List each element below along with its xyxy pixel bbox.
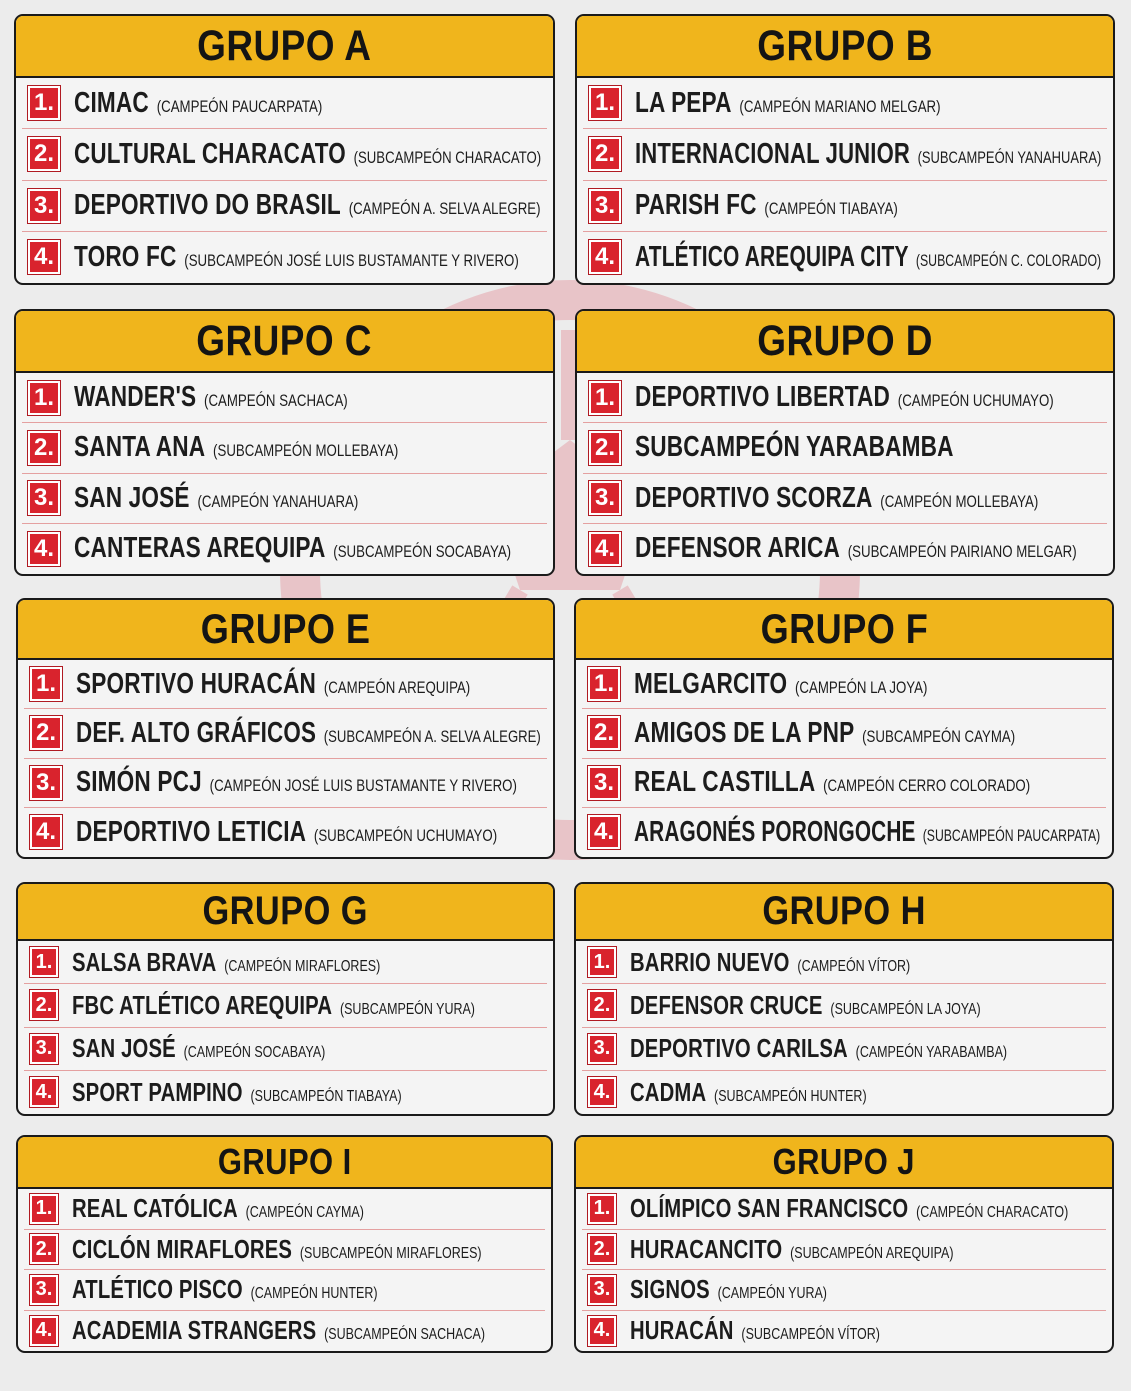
team-name: TORO FC bbox=[74, 240, 177, 273]
team-row bbox=[582, 1028, 1106, 1071]
team-name: CIMAC bbox=[74, 86, 149, 119]
team-qualification-note: (CAMPEÓN MOLLEBAYA) bbox=[880, 491, 1039, 511]
team-qualification-note: (CAMPEÓN YURA) bbox=[717, 1285, 827, 1303]
team-name: SIMÓN PCJ bbox=[76, 766, 202, 799]
team-row bbox=[24, 709, 547, 758]
team-qualification-note: (SUBCAMPEÓN A. SELVA ALEGRE) bbox=[323, 726, 541, 746]
team-row bbox=[22, 129, 547, 180]
team-row bbox=[22, 474, 547, 524]
group-title bbox=[18, 1137, 551, 1189]
team-name: DEFENSOR CRUCE bbox=[630, 989, 823, 1020]
team-row bbox=[583, 78, 1107, 129]
team-row bbox=[583, 129, 1107, 180]
team-row bbox=[583, 474, 1107, 524]
team-qualification-note: (SUBCAMPEÓN PAIRIANO MELGAR) bbox=[847, 542, 1077, 562]
team-qualification-note: (CAMPEÓN SOCABAYA) bbox=[183, 1044, 326, 1062]
team-row bbox=[24, 660, 547, 709]
group-card-h bbox=[574, 882, 1114, 1116]
team-name: CICLÓN MIRAFLORES bbox=[72, 1233, 293, 1264]
team-name: SPORTIVO HURACÁN bbox=[76, 667, 317, 700]
team-qualification-note: (CAMPEÓN MIRAFLORES) bbox=[224, 957, 381, 975]
team-row bbox=[22, 232, 547, 283]
team-row bbox=[22, 524, 547, 574]
rank-badge: 3. bbox=[589, 189, 621, 223]
team-qualification-note: (CAMPEÓN JOSÉ LUIS BUSTAMANTE Y RIVERO) bbox=[209, 776, 517, 796]
team-row bbox=[582, 1270, 1106, 1311]
team-row bbox=[583, 524, 1107, 574]
team-qualification-note: (SUBCAMPEÓN VÍTOR) bbox=[741, 1326, 880, 1344]
rank-badge: 4. bbox=[589, 240, 621, 274]
rank-badge: 4. bbox=[30, 1077, 58, 1107]
team-row bbox=[24, 1189, 545, 1230]
team-name: SANTA ANA bbox=[74, 431, 206, 464]
rank-badge: 3. bbox=[588, 1034, 616, 1064]
group-card-c bbox=[14, 309, 555, 576]
team-name: OLÍMPICO SAN FRANCISCO bbox=[630, 1193, 909, 1224]
team-row bbox=[24, 941, 547, 984]
team-qualification-note: (CAMPEÓN SACHACA) bbox=[204, 391, 348, 411]
rank-badge: 1. bbox=[30, 667, 62, 701]
group-title bbox=[576, 1137, 1112, 1189]
team-name: ARAGONÉS PORONGOCHE bbox=[634, 815, 916, 848]
team-row bbox=[582, 1311, 1106, 1352]
rank-badge: 4. bbox=[30, 1316, 58, 1346]
team-name: ATLÉTICO PISCO bbox=[72, 1274, 243, 1305]
team-name: CULTURAL CHARACATO bbox=[74, 137, 346, 170]
group-title bbox=[16, 311, 553, 373]
team-row bbox=[24, 808, 547, 857]
team-name: CANTERAS AREQUIPA bbox=[74, 532, 326, 565]
team-row bbox=[582, 808, 1106, 857]
team-row bbox=[24, 759, 547, 808]
team-qualification-note: (SUBCAMPEÓN UCHUMAYO) bbox=[313, 825, 498, 845]
team-row bbox=[24, 1311, 545, 1352]
team-row bbox=[582, 1071, 1106, 1114]
team-row bbox=[24, 1270, 545, 1311]
team-qualification-note: (SUBCAMPEÓN TIABAYA) bbox=[250, 1087, 402, 1105]
rank-badge: 4. bbox=[589, 532, 621, 566]
rank-badge: 2. bbox=[588, 1234, 616, 1264]
team-qualification-note: (CAMPEÓN YANAHUARA) bbox=[197, 491, 359, 511]
rank-badge: 1. bbox=[588, 947, 616, 977]
team-name: DEPORTIVO SCORZA bbox=[635, 481, 873, 514]
team-qualification-note: (CAMPEÓN A. SELVA ALEGRE) bbox=[348, 199, 541, 219]
group-title bbox=[577, 311, 1113, 373]
rank-badge: 1. bbox=[30, 1194, 58, 1224]
rank-badge: 1. bbox=[30, 947, 58, 977]
group-title-text: GRUPO F bbox=[760, 605, 928, 652]
group-title-text: GRUPO B bbox=[757, 22, 933, 70]
team-name: SIGNOS bbox=[630, 1274, 710, 1305]
rank-badge: 4. bbox=[588, 1077, 616, 1107]
team-qualification-note: (CAMPEÓN TIABAYA) bbox=[764, 199, 898, 219]
group-card-g bbox=[16, 882, 555, 1116]
team-qualification-note: (CAMPEÓN MARIANO MELGAR) bbox=[739, 96, 941, 116]
team-row bbox=[24, 1230, 545, 1271]
team-name: BARRIO NUEVO bbox=[630, 946, 790, 977]
team-name: INTERNACIONAL JUNIOR bbox=[635, 137, 910, 170]
group-card-d bbox=[575, 309, 1115, 576]
group-card-i bbox=[16, 1135, 553, 1353]
rank-badge: 3. bbox=[30, 766, 62, 800]
team-name: SUBCAMPEÓN YARABAMBA bbox=[635, 431, 954, 464]
rank-badge: 2. bbox=[30, 990, 58, 1020]
team-name: DEFENSOR ARICA bbox=[635, 532, 840, 565]
rank-badge: 2. bbox=[30, 1234, 58, 1264]
team-name: SALSA BRAVA bbox=[72, 946, 217, 977]
group-title-text: GRUPO C bbox=[196, 317, 373, 365]
rank-badge: 4. bbox=[588, 815, 620, 849]
team-qualification-note: (SUBCAMPEÓN JOSÉ LUIS BUSTAMANTE Y RIVERO) bbox=[184, 250, 519, 270]
rank-badge: 4. bbox=[28, 240, 60, 274]
team-row bbox=[22, 423, 547, 473]
team-row bbox=[22, 373, 547, 423]
team-row bbox=[582, 759, 1106, 808]
rank-badge: 3. bbox=[30, 1034, 58, 1064]
team-qualification-note: (SUBCAMPEÓN YANAHUARA) bbox=[917, 147, 1102, 167]
team-name: SAN JOSÉ bbox=[72, 1033, 176, 1064]
group-card-a bbox=[14, 14, 555, 285]
rank-badge: 4. bbox=[28, 532, 60, 566]
rank-badge: 1. bbox=[28, 86, 60, 120]
team-name: HURACÁN bbox=[630, 1315, 734, 1346]
rank-badge: 2. bbox=[589, 431, 621, 465]
team-qualification-note: (CAMPEÓN LA JOYA) bbox=[794, 677, 928, 697]
rank-badge: 3. bbox=[588, 1275, 616, 1305]
team-row bbox=[582, 941, 1106, 984]
rank-badge: 3. bbox=[28, 189, 60, 223]
group-card-e bbox=[16, 598, 555, 859]
group-title bbox=[18, 600, 553, 660]
team-row bbox=[582, 1230, 1106, 1271]
rank-badge: 4. bbox=[30, 815, 62, 849]
group-card-j bbox=[574, 1135, 1114, 1353]
rank-badge: 2. bbox=[28, 431, 60, 465]
rank-badge: 1. bbox=[589, 86, 621, 120]
team-qualification-note: (CAMPEÓN CERRO COLORADO) bbox=[823, 776, 1031, 796]
rank-badge: 3. bbox=[30, 1275, 58, 1305]
team-row bbox=[583, 181, 1107, 232]
group-card-b bbox=[575, 14, 1115, 285]
team-row bbox=[22, 181, 547, 232]
team-name: SPORT PAMPINO bbox=[72, 1076, 243, 1107]
team-qualification-note: (SUBCAMPEÓN CHARACATO) bbox=[353, 147, 542, 167]
rank-badge: 2. bbox=[30, 716, 62, 750]
team-name: MELGARCITO bbox=[634, 667, 788, 700]
group-title-text: GRUPO H bbox=[762, 889, 926, 933]
rank-badge: 2. bbox=[588, 716, 620, 750]
group-title bbox=[577, 16, 1113, 78]
rank-badge: 3. bbox=[588, 766, 620, 800]
team-qualification-note: (CAMPEÓN YARABAMBA) bbox=[855, 1044, 1008, 1062]
group-title-text: GRUPO I bbox=[217, 1141, 352, 1182]
rank-badge: 2. bbox=[588, 990, 616, 1020]
team-qualification-note: (SUBCAMPEÓN MIRAFLORES) bbox=[299, 1244, 482, 1262]
team-row bbox=[582, 984, 1106, 1027]
rank-badge: 3. bbox=[589, 481, 621, 515]
rank-badge: 1. bbox=[588, 667, 620, 701]
rank-badge: 2. bbox=[589, 137, 621, 171]
team-row bbox=[24, 1071, 547, 1114]
group-title-text: GRUPO G bbox=[202, 889, 369, 933]
team-name: ACADEMIA STRANGERS bbox=[72, 1315, 317, 1346]
rank-badge: 4. bbox=[588, 1316, 616, 1346]
rank-badge: 3. bbox=[28, 481, 60, 515]
team-qualification-note: (CAMPEÓN UCHUMAYO) bbox=[897, 391, 1054, 411]
team-qualification-note: (CAMPEÓN VÍTOR) bbox=[797, 957, 911, 975]
team-qualification-note: (CAMPEÓN AREQUIPA) bbox=[323, 677, 471, 697]
team-name: DEPORTIVO LETICIA bbox=[76, 815, 307, 848]
team-name: LA PEPA bbox=[635, 86, 732, 119]
team-qualification-note: (SUBCAMPEÓN SACHACA) bbox=[324, 1326, 485, 1344]
team-name: SAN JOSÉ bbox=[74, 481, 190, 514]
team-name: WANDER'S bbox=[74, 381, 197, 414]
team-name: DEPORTIVO DO BRASIL bbox=[74, 189, 341, 222]
team-row bbox=[582, 660, 1106, 709]
team-name: DEF. ALTO GRÁFICOS bbox=[76, 716, 317, 749]
team-name: DEPORTIVO LIBERTAD bbox=[635, 381, 890, 414]
rank-badge: 2. bbox=[28, 137, 60, 171]
group-title-text: GRUPO D bbox=[757, 317, 933, 365]
team-name: ATLÉTICO AREQUIPA CITY bbox=[635, 240, 909, 273]
team-row bbox=[583, 423, 1107, 473]
group-title bbox=[18, 884, 553, 941]
team-qualification-note: (SUBCAMPEÓN HUNTER) bbox=[714, 1087, 867, 1105]
rank-badge: 1. bbox=[588, 1194, 616, 1224]
group-title-text: GRUPO E bbox=[200, 605, 371, 652]
group-title-text: GRUPO J bbox=[772, 1141, 916, 1182]
group-title bbox=[576, 884, 1112, 941]
team-qualification-note: (SUBCAMPEÓN LA JOYA) bbox=[830, 1000, 981, 1018]
team-qualification-note: (SUBCAMPEÓN SOCABAYA) bbox=[333, 542, 512, 562]
team-row bbox=[582, 709, 1106, 758]
group-card-f bbox=[574, 598, 1114, 859]
group-title-text: GRUPO A bbox=[197, 22, 372, 70]
rank-badge: 1. bbox=[28, 381, 60, 415]
team-name: REAL CATÓLICA bbox=[72, 1193, 238, 1224]
team-row bbox=[24, 984, 547, 1027]
team-row bbox=[583, 373, 1107, 423]
team-qualification-note: (SUBCAMPEÓN MOLLEBAYA) bbox=[213, 441, 399, 461]
team-name: HURACANCITO bbox=[630, 1233, 783, 1264]
team-name: REAL CASTILLA bbox=[634, 766, 816, 799]
rank-badge: 1. bbox=[589, 381, 621, 415]
team-qualification-note: (SUBCAMPEÓN C. COLORADO) bbox=[915, 250, 1102, 270]
team-qualification-note: (CAMPEÓN CHARACATO) bbox=[916, 1204, 1069, 1222]
team-row bbox=[22, 78, 547, 129]
team-name: DEPORTIVO CARILSA bbox=[630, 1033, 848, 1064]
team-name: AMIGOS DE LA PNP bbox=[634, 716, 855, 749]
team-qualification-note: (SUBCAMPEÓN CAYMA) bbox=[862, 726, 1016, 746]
team-row bbox=[583, 232, 1107, 283]
team-name: FBC ATLÉTICO AREQUIPA bbox=[72, 989, 333, 1020]
group-title bbox=[576, 600, 1112, 660]
team-qualification-note: (SUBCAMPEÓN PAUCARPATA) bbox=[922, 825, 1101, 845]
team-row bbox=[24, 1028, 547, 1071]
group-title bbox=[16, 16, 553, 78]
team-qualification-note: (SUBCAMPEÓN YURA) bbox=[339, 1000, 475, 1018]
team-name: CADMA bbox=[630, 1076, 707, 1107]
team-qualification-note: (CAMPEÓN HUNTER) bbox=[250, 1285, 378, 1303]
team-qualification-note: (SUBCAMPEÓN AREQUIPA) bbox=[790, 1244, 954, 1262]
team-name: PARISH FC bbox=[635, 189, 757, 222]
team-row bbox=[582, 1189, 1106, 1230]
team-qualification-note: (CAMPEÓN PAUCARPATA) bbox=[156, 96, 323, 116]
team-qualification-note: (CAMPEÓN CAYMA) bbox=[245, 1204, 364, 1222]
